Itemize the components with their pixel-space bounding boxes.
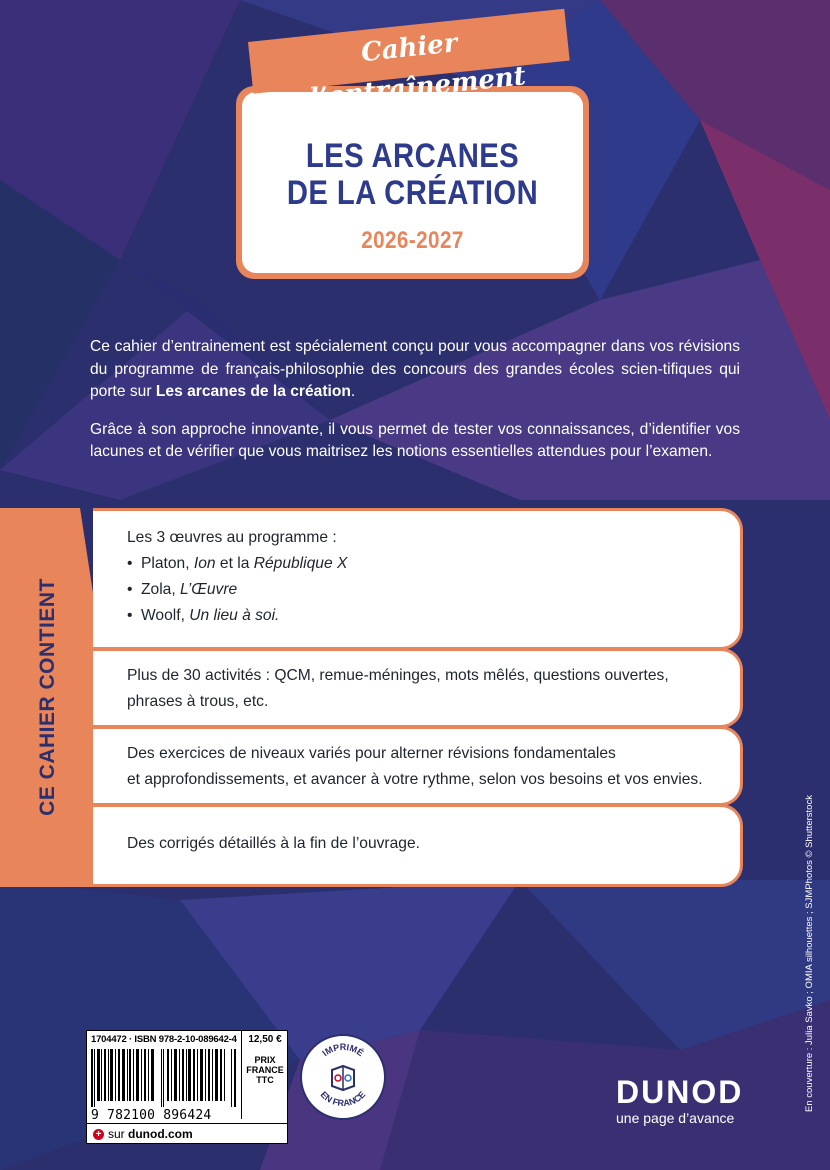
- photo-credits: En couverture : Julia Savko ; OMIA silhouettes ; SJMPhotos © Shutterstock: [804, 795, 815, 1112]
- contents-card-corrections: [93, 804, 743, 887]
- bullet-icon: •: [127, 555, 133, 572]
- badge-top-text: IMPRIMÉ: [320, 1042, 366, 1059]
- exercises-line-1: Des exercices de niveaux variés pour alterner révisions fondamentales: [127, 745, 616, 762]
- website-link[interactable]: [87, 1123, 287, 1143]
- exercises-line-2: et approfondissements, et avancer à votre rythme, selon vos besoins et vos envies.: [127, 771, 703, 788]
- intro-p1-text: Ce cahier d’entrainement est spécialement conçu pour vous accompagner dans vos révisions du programme de français-philosophie des concours des grandes écoles scien-tifiques qui porte sur: [90, 338, 740, 400]
- contents-card-activities: [93, 648, 743, 728]
- work-author: Zola,: [141, 581, 180, 598]
- plus-icon: +: [93, 1129, 104, 1140]
- work-connector: et la: [215, 555, 254, 572]
- svg-text:IMPRIMÉ: [320, 1042, 365, 1058]
- isbn-number: 9 782100 896424: [91, 1108, 212, 1123]
- intro-paragraph-2: Grâce à son approche innovante, il vous permet de tester vos connaissances, d’identifier vos lacunes et de vérifier que vous maitrisez les notions essentielles attendues pour l’examen.: [90, 420, 740, 460]
- contents-label: CE CAHIER CONTIENT: [36, 578, 59, 816]
- list-item: [127, 551, 720, 577]
- work-title: République X: [253, 555, 348, 572]
- work-title: Ion: [193, 555, 216, 572]
- publisher-name: DUNOD: [616, 1074, 744, 1110]
- title-line-2: DE LA CRÉATION: [286, 174, 539, 212]
- price-value: 12,50 €: [248, 1034, 282, 1045]
- work-author: Woolf,: [141, 607, 190, 624]
- publisher-logo: [616, 1076, 743, 1126]
- price-box: [241, 1031, 288, 1119]
- list-item: [127, 603, 720, 629]
- activities-line-2: phrases à trous, etc.: [127, 693, 269, 710]
- title-line-1: LES ARCANES: [305, 137, 520, 175]
- contents-card-exercises: [93, 726, 743, 806]
- intro-p1-bold: Les arcanes de la création: [155, 383, 351, 400]
- activities-line-1: Plus de 30 activités : QCM, remue-méninges, mots mêlés, questions ouvertes,: [127, 667, 669, 684]
- intro-p1-end: .: [350, 383, 356, 400]
- work-title: L’Œuvre: [180, 581, 238, 598]
- website-url: dunod.com: [128, 1127, 193, 1141]
- svg-text:EN FRANCE: [319, 1089, 368, 1108]
- price-label-3: TTC: [256, 1075, 274, 1085]
- works-intro: Les 3 œuvres au programme :: [127, 529, 337, 546]
- price-label-1: PRIX: [254, 1055, 276, 1065]
- work-title: Un lieu à soi.: [189, 607, 280, 624]
- barcode-icon: [91, 1049, 237, 1107]
- publisher-tagline: une page d’avance: [616, 1110, 735, 1126]
- badge-bottom-text: EN FRANCE: [318, 1089, 368, 1109]
- bullet-icon: •: [127, 581, 133, 598]
- badge-icon: [302, 1036, 384, 1118]
- bullet-icon: •: [127, 607, 133, 624]
- barcode-box: [86, 1030, 288, 1144]
- contents-card-works: [93, 508, 743, 650]
- intro-paragraph-1: [90, 336, 740, 404]
- corrections-line: Des corrigés détaillés à la fin de l’ouvrage.: [127, 835, 420, 852]
- title-year: 2026-2027: [361, 227, 464, 254]
- work-author: Platon,: [141, 555, 194, 572]
- intro-text: [90, 336, 740, 479]
- list-item: [127, 577, 720, 603]
- website-prefix: sur: [108, 1127, 129, 1141]
- series-tag-text: Cahier d’entraînement: [299, 28, 528, 115]
- price-label-2: FRANCE: [246, 1065, 284, 1075]
- printed-in-france-badge: [300, 1034, 386, 1120]
- isbn-label: 1704472 · ISBN 978-2-10-089642-4: [91, 1034, 237, 1045]
